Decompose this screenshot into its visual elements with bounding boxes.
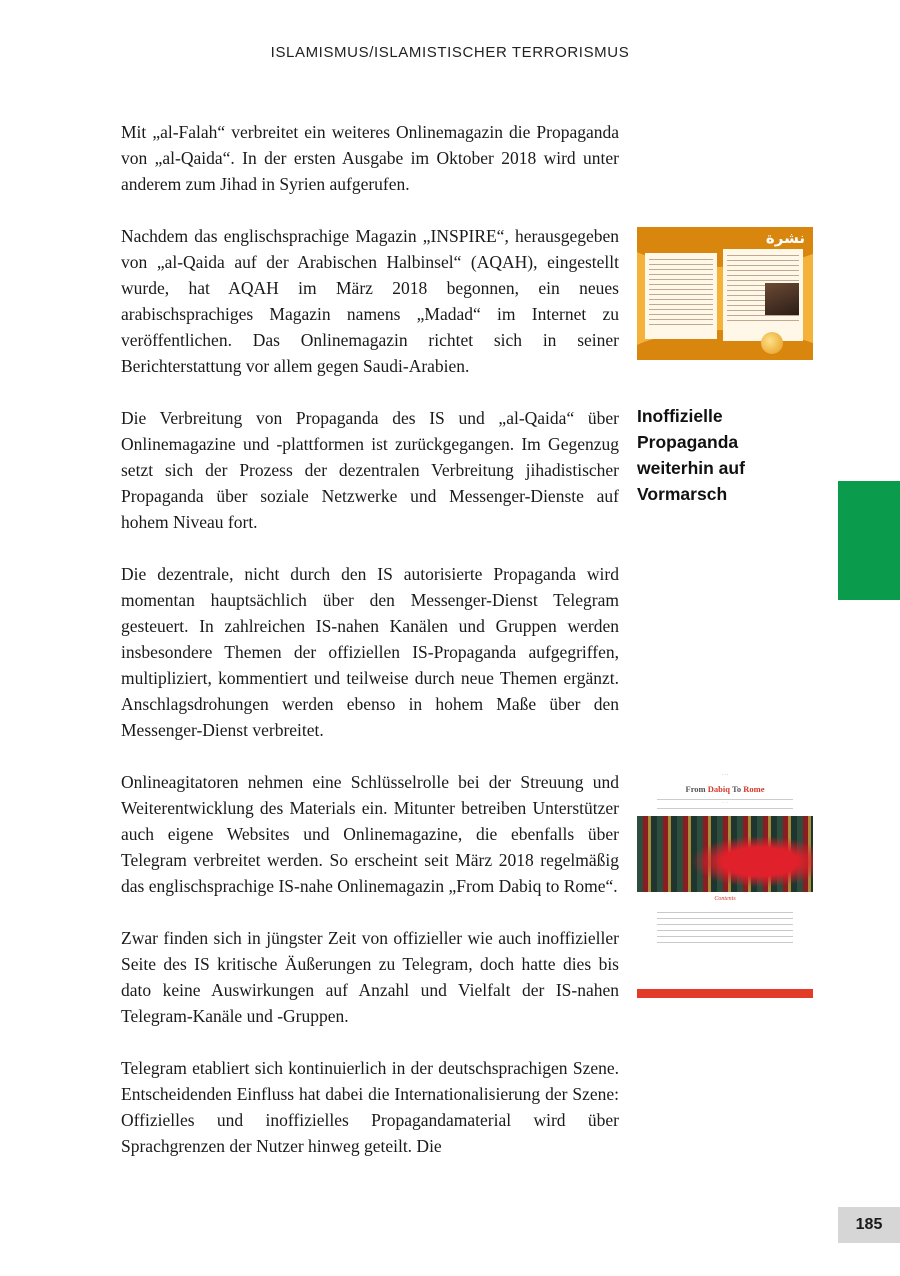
page-number: 185 <box>838 1207 900 1243</box>
dabiq-contents-label: Contents <box>714 896 736 902</box>
madad-text-lines-left <box>649 259 713 329</box>
paragraph-5: Onlineagitatoren nehmen eine Schlüsselrolle bei der Streuung und Weiterentwicklung des Materials ein. Mitunter betreiben Unterstützer auch eigene Websites und Onlinemagazine, die ebenfalls über Telegram verbreitet werden. So erscheint seit März 2018 regelmäßig das englischsprachige IS-nahe Onlinemagazin „From Dabiq to Rome“. <box>121 772 619 896</box>
dabiq-title <box>637 784 813 794</box>
dabiq-rule-top <box>657 799 793 800</box>
running-head: ISLAMISMUS/ISLAMISTISCHER TERRORISMUS <box>270 44 630 61</box>
paragraph-1: Mit „al-Falah“ verbreitet ein weiteres Onlinemagazin die Propaganda von „al-Qaida“. In der ersten Ausgabe im Oktober 2018 wird unter anderem zum Jihad in Syrien aufgerufen. <box>121 122 619 194</box>
dabiq-title-dabiq: Dabiq <box>707 784 730 794</box>
paragraph-3: Die Verbreitung von Propaganda des IS und „al-Qaida“ über Onlinemagazine und -plattformen ist zurückgegangen. Im Gegenzug setzt sich der Prozess der dezentralen Verbreitung jihadistischer Propaganda über soziale Netzwerke und Messenger-Dienste auf hohem Niveau fort. <box>121 408 619 532</box>
dabiq-red-bar <box>637 989 813 998</box>
madad-logo-icon <box>761 332 783 354</box>
dabiq-title-from: From <box>685 784 708 794</box>
paragraph-4: Die dezentrale, nicht durch den IS autorisierte Propaganda wird momentan hauptsächlich über den Messenger-Dienst Telegram gesteuert. In zahlreichen IS-nahen Kanälen und Gruppen werden insbesondere Themen der offiziellen IS-Propaganda aufgegriffen, multipliziert, kommentiert und teilweise durch neue Themen ergänzt. Anschlagsdrohungen werden ebenso in hohem Maße über den Messenger-Dienst verbreitet. <box>121 564 619 740</box>
section-tab <box>838 481 900 600</box>
dabiq-rule-bottom <box>657 808 793 809</box>
dabiq-publisher-line: · · · <box>721 772 729 777</box>
paragraph-7: Telegram etabliert sich kontinuierlich in der deutschsprachigen Szene. Entscheidenden Einfluss hat dabei die Internationalisierung der Szene: Offizielles und inoffizielles Propagandamaterial wird über Sprachgrenzen der Nutzer hinweg geteilt. Die <box>121 1058 619 1156</box>
body-text <box>121 119 619 1159</box>
dabiq-magazine-image <box>637 770 813 998</box>
dabiq-cover-photo <box>637 816 813 892</box>
madad-page-left <box>645 253 717 339</box>
dabiq-title-to: To <box>730 784 744 794</box>
madad-portrait <box>765 283 799 315</box>
side-heading: Inoffizielle Propaganda weiterhin auf Vormarsch <box>637 406 745 504</box>
paragraph-6: Zwar finden sich in jüngster Zeit von offizieller wie auch inoffizieller Seite des IS kritische Äußerungen zu Telegram, doch hatte dies bis dato keine Auswirkungen auf Anzahl und Vielfalt der IS-nahen Telegram-Kanäle und -Gruppen. <box>121 928 619 1026</box>
dabiq-toc-lines <box>657 912 793 948</box>
madad-magazine-image <box>637 227 813 360</box>
madad-title: نشرة <box>765 229 805 247</box>
dabiq-issue-line: · · · <box>722 801 728 805</box>
paragraph-2: Nachdem das englischsprachige Magazin „INSPIRE“, herausgegeben von „al-Qaida auf der Arabischen Halbinsel“ (AQAH), eingestellt wurde, hat AQAH im März 2018 begonnen, ein neues arabischsprachiges Magazin namens „Madad“ im Internet zu veröffentlichen. Das Onlinemagazin richtet sich in seiner Berichterstattung vor allem gegen Saudi-Arabien. <box>121 226 619 376</box>
dabiq-title-rome: Rome <box>743 784 765 794</box>
